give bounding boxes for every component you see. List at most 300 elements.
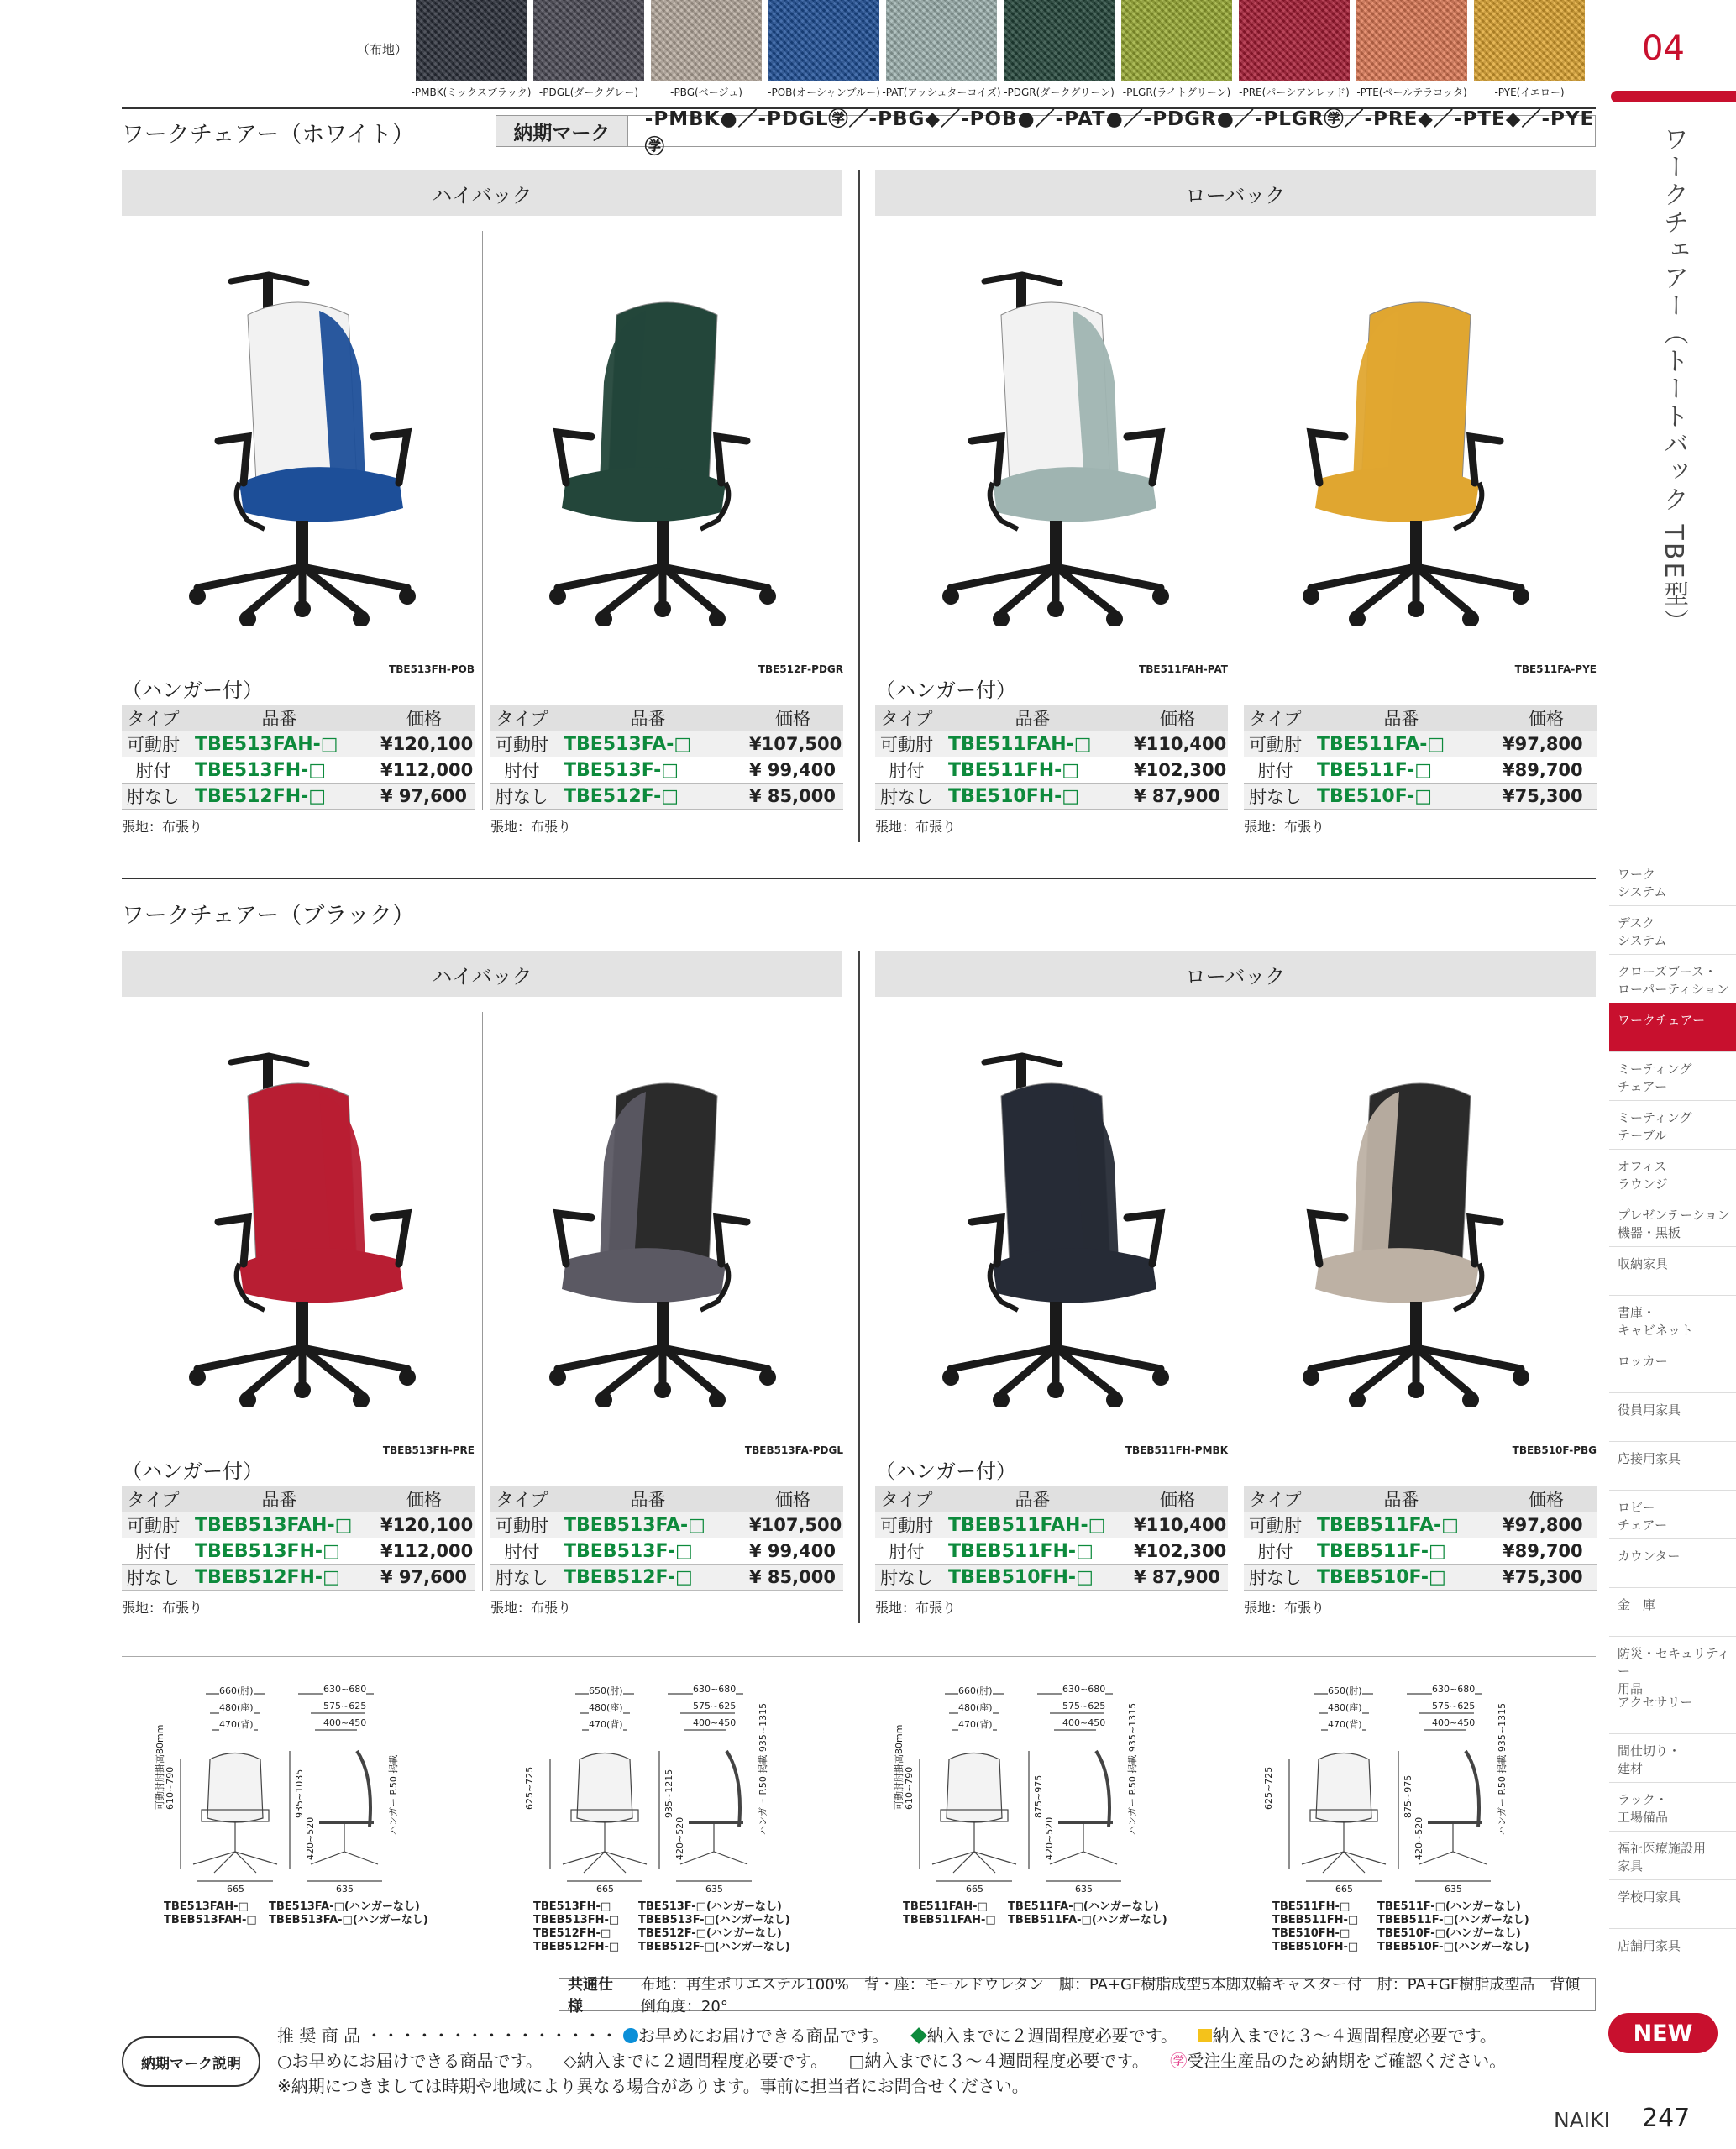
price-cell: ¥ 99,400	[742, 1538, 843, 1565]
code-cell: TBE510F-□	[1307, 784, 1496, 810]
material-note: 張地：布張り	[122, 1600, 203, 1616]
legend-line-1	[277, 2022, 1497, 2047]
swatch-label: -PAT(アッシュターコイズ)	[882, 86, 1001, 98]
material-note: 張地：布張り	[1244, 1600, 1325, 1616]
table-row	[875, 1512, 1228, 1538]
diagram-caption: TBE510FH-□	[1272, 1927, 1351, 1940]
price-table	[875, 705, 1228, 810]
section-rule	[122, 1656, 1596, 1657]
product-tile	[122, 1012, 475, 1616]
dim-label: 935~1215	[663, 1769, 674, 1818]
nav-item[interactable]: プレゼンテーション 機器・黒板	[1609, 1198, 1736, 1246]
dim-label: 660(肘)	[219, 1685, 254, 1696]
dim-label: 635	[1445, 1884, 1462, 1895]
product-image	[490, 231, 843, 684]
hanger-note: （ハンガー付）	[122, 1460, 263, 1483]
swatch-label: -PTE(ペールテラコッタ)	[1356, 86, 1467, 98]
price-cell: ¥ 85,000	[742, 784, 843, 810]
diagram-caption: TBEB512FH-□	[533, 1941, 620, 1953]
nav-item[interactable]: ワークチェアー	[1609, 1003, 1736, 1051]
diagram-caption: TBE513FA-□(ハンガーなし)	[269, 1900, 420, 1913]
legend-note: ※納期につきましては時期や地域により異なる場合があります。事前に担当者にお問合せください。	[277, 2076, 1029, 2096]
legend-blue: お早めにお届けできる商品です。	[637, 2026, 889, 2046]
swatch-label: -PRE(パーシアンレッド)	[1239, 86, 1350, 98]
dim-label: 650(肘)	[1328, 1685, 1362, 1696]
dim-label: 630~680	[693, 1684, 737, 1695]
photo-code: TBE513FH-POB	[389, 663, 475, 675]
new-badge: NEW	[1608, 2013, 1718, 2053]
section-title-white: ワークチェアー（ホワイト）	[122, 122, 415, 148]
type-cell: 肘なし	[1244, 784, 1307, 810]
fabric-swatch	[1474, 0, 1585, 81]
col-price: 価格	[1127, 705, 1228, 731]
hanger-note: （ハンガー付）	[122, 679, 263, 702]
chair-photo	[875, 231, 1228, 626]
column-divider-thin	[482, 1012, 483, 1591]
price-table	[1244, 705, 1597, 810]
photo-code: TBEB511FH-PMBK	[1125, 1444, 1228, 1456]
type-cell: 肘付	[490, 1538, 553, 1565]
diagram-caption: TBE513F-□(ハンガーなし)	[638, 1900, 782, 1913]
price-cell: ¥110,400	[1127, 731, 1228, 757]
hanger-note: （ハンガー付）	[875, 1460, 1016, 1483]
price-cell: ¥102,300	[1127, 1538, 1228, 1565]
dim-label: 470(背)	[219, 1719, 254, 1730]
fabric-swatch	[533, 0, 644, 81]
column-divider	[858, 170, 860, 842]
price-cell: ¥ 85,000	[742, 1565, 843, 1591]
price-cell: ¥ 87,900	[1127, 784, 1228, 810]
code-cell: TBEB511FAH-□	[938, 1512, 1127, 1538]
dim-label: 480(座)	[958, 1702, 993, 1713]
dim-label: 630~680	[1062, 1684, 1106, 1695]
chair-photo	[490, 1012, 843, 1407]
blue-dot-icon	[623, 2028, 638, 2043]
dim-label: 420~520	[674, 1816, 685, 1860]
code-cell: TBE513F-□	[553, 757, 742, 784]
product-image	[490, 1012, 843, 1465]
swatch-label: -PDGL(ダークグレー)	[538, 86, 639, 98]
diagram-caption: TBEB511FA-□(ハンガーなし)	[1008, 1914, 1167, 1926]
band-lowback-black: ローバック	[875, 951, 1596, 997]
material-note: 張地：布張り	[1244, 819, 1325, 835]
type-cell: 肘付	[1244, 1538, 1307, 1565]
dim-label: 400~450	[1432, 1717, 1476, 1728]
diagram-caption: TBE510F-□(ハンガーなし)	[1377, 1927, 1521, 1940]
nav-item[interactable]: 間仕切り・ 建材	[1609, 1733, 1736, 1782]
legend-order: 受注生産品のため納期をご確認ください。	[1187, 2051, 1507, 2071]
table-row	[490, 1512, 843, 1538]
col-price: 価格	[374, 705, 475, 731]
code-cell: TBE513FH-□	[185, 757, 374, 784]
product-image	[122, 231, 475, 684]
nav-item[interactable]: オフィス ラウンジ	[1609, 1149, 1736, 1198]
diagram-caption: TBEB513FH-□	[533, 1914, 620, 1926]
column-divider-thin	[482, 231, 483, 810]
type-cell: 肘なし	[490, 1565, 553, 1591]
price-cell: ¥97,800	[1496, 731, 1597, 757]
table-row	[122, 757, 475, 784]
code-cell: TBE511FA-□	[1307, 731, 1496, 757]
nav-item[interactable]: アクセサリー	[1609, 1685, 1736, 1733]
code-cell: TBE512F-□	[553, 784, 742, 810]
nav-item[interactable]: 金 庫	[1609, 1587, 1736, 1636]
type-cell: 肘付	[122, 757, 185, 784]
type-cell: 可動肘	[122, 1512, 185, 1538]
dim-label: 665	[596, 1884, 614, 1895]
nav-item[interactable]: 役員用家具	[1609, 1392, 1736, 1441]
dim-label: 可動肘肘掛高80mm 610~790	[155, 1724, 176, 1810]
dim-label: 635	[705, 1884, 723, 1895]
diagram-caption: TBE513FH-□	[533, 1900, 611, 1913]
photo-code: TBE512F-PDGR	[758, 663, 843, 675]
col-type: タイプ	[490, 1486, 553, 1512]
fabric-swatch	[886, 0, 997, 81]
swatch-label: -PDGR(ダークグリーン)	[1004, 86, 1115, 98]
material-note: 張地：布張り	[122, 819, 203, 835]
code-cell: TBEB511F-□	[1307, 1538, 1496, 1565]
dim-label: 400~450	[323, 1717, 367, 1728]
table-row	[122, 1565, 475, 1591]
dim-label: 575~625	[1432, 1701, 1476, 1711]
nav-item[interactable]: ロッカー	[1609, 1344, 1736, 1392]
col-code: 品番	[938, 1486, 1127, 1512]
col-code: 品番	[185, 1486, 374, 1512]
hanger-note: （ハンガー付）	[875, 679, 1016, 702]
fabric-swatch	[1004, 0, 1115, 81]
dim-label: 665	[966, 1884, 983, 1895]
dim-label: 420~520	[1044, 1816, 1055, 1860]
nav-item[interactable]: 応接用家具	[1609, 1441, 1736, 1490]
nav-item[interactable]: カウンター	[1609, 1538, 1736, 1587]
dimension-drawing	[903, 1684, 1256, 1894]
table-row	[875, 1538, 1228, 1565]
photo-code: TBEB513FH-PRE	[382, 1444, 475, 1456]
table-row	[122, 784, 475, 810]
nav-item[interactable]: 収納家具	[1609, 1246, 1736, 1295]
diagram-caption: TBE511FH-□	[1272, 1900, 1351, 1913]
nav-item[interactable]: ミーティング チェアー	[1609, 1051, 1736, 1100]
table-row	[875, 784, 1228, 810]
col-code: 品番	[553, 1486, 742, 1512]
diagram-caption: TBE511FA-□(ハンガーなし)	[1008, 1900, 1159, 1913]
code-cell: TBEB513FAH-□	[185, 1512, 374, 1538]
dimension-diagram	[155, 1684, 517, 2020]
dim-label: 480(座)	[1328, 1702, 1362, 1713]
code-cell: TBE512FH-□	[185, 784, 374, 810]
common-spec-label: 共通仕様	[568, 1976, 613, 2015]
dim-label: 635	[336, 1884, 354, 1895]
diagram-caption: TBE513FAH-□	[164, 1900, 249, 1913]
nav-item[interactable]: ミーティング テーブル	[1609, 1100, 1736, 1149]
dimension-diagram	[1263, 1684, 1625, 2020]
code-cell: TBEB512FH-□	[185, 1565, 374, 1591]
green-diamond-icon	[910, 2027, 927, 2044]
product-image	[875, 231, 1228, 684]
type-cell: 肘なし	[1244, 1565, 1307, 1591]
col-type: タイプ	[875, 705, 938, 731]
nav-item[interactable]: ロビー チェアー	[1609, 1490, 1736, 1538]
price-cell: ¥97,800	[1496, 1512, 1597, 1538]
price-cell: ¥89,700	[1496, 757, 1597, 784]
dim-label: 480(座)	[589, 1702, 623, 1713]
material-note: 張地：布張り	[875, 819, 957, 835]
price-table	[490, 705, 843, 810]
category-sidebar	[1609, 857, 1736, 1977]
col-price: 価格	[374, 1486, 475, 1512]
code-cell: TBEB513FA-□	[553, 1512, 742, 1538]
section-rule	[122, 878, 1596, 879]
dim-label: ハンガー P.50 掲載 935~1315	[758, 1702, 768, 1835]
photo-code: TBEB513FA-PDGL	[744, 1444, 843, 1456]
photo-code: TBEB510F-PBG	[1512, 1444, 1597, 1456]
nav-item[interactable]: 書庫・ キャビネット	[1609, 1295, 1736, 1344]
product-image	[1244, 231, 1597, 684]
type-cell: 可動肘	[122, 731, 185, 757]
nav-item[interactable]: 防災・セキュリティー 用品	[1609, 1636, 1736, 1685]
delivery-mark-label: 納期マーク	[496, 116, 628, 146]
code-cell: TBEB510FH-□	[938, 1565, 1127, 1591]
code-cell: TBE513FAH-□	[185, 731, 374, 757]
brand-name: NAIKI	[1554, 2108, 1610, 2132]
photo-code: TBE511FAH-PAT	[1139, 663, 1228, 675]
price-cell: ¥75,300	[1496, 784, 1597, 810]
diagram-caption: TBEB510FH-□	[1272, 1941, 1359, 1953]
col-price: 価格	[742, 705, 843, 731]
dimension-diagram	[524, 1684, 886, 2020]
col-type: タイプ	[122, 705, 185, 731]
table-row	[122, 1512, 475, 1538]
col-code: 品番	[938, 705, 1127, 731]
price-cell: ¥ 97,600	[374, 1565, 475, 1591]
diagram-caption: TBEB513FA-□(ハンガーなし)	[269, 1914, 428, 1926]
dim-label: 400~450	[693, 1717, 737, 1728]
diagram-caption: TBE511FAH-□	[903, 1900, 988, 1913]
legend-square: 納入までに３～４週間程度必要です。	[864, 2051, 1149, 2071]
table-row	[1244, 731, 1597, 757]
code-cell: TBE511FH-□	[938, 757, 1127, 784]
table-row	[1244, 1538, 1597, 1565]
price-cell: ¥112,000	[374, 1538, 475, 1565]
material-note: 張地：布張り	[875, 1600, 957, 1616]
dim-label: 480(座)	[219, 1702, 254, 1713]
table-row	[1244, 1512, 1597, 1538]
square-icon: □	[848, 2051, 865, 2071]
dim-label: 875~975	[1033, 1774, 1044, 1818]
material-note: 張地：布張り	[490, 1600, 572, 1616]
price-cell: ¥75,300	[1496, 1565, 1597, 1591]
dim-label: 665	[227, 1884, 244, 1895]
diagram-caption: TBE511F-□(ハンガーなし)	[1377, 1900, 1521, 1913]
type-cell: 可動肘	[490, 731, 553, 757]
nav-item[interactable]: 福祉医療施設用 家具	[1609, 1831, 1736, 1879]
type-cell: 肘付	[122, 1538, 185, 1565]
table-row	[875, 731, 1228, 757]
type-cell: 肘付	[490, 757, 553, 784]
swatch-label: -POB(オーシャンブルー)	[768, 86, 880, 98]
table-row	[490, 784, 843, 810]
common-spec-text: 布地：再生ポリエステル100% 背・座：モールドウレタン 脚：PA+GF樹脂成型5本脚双輪キャスター付 肘：PA+GF樹脂成型品 背傾倒角度：20°	[640, 1976, 1581, 2015]
delivery-legend-badge: 納期マーク説明	[122, 2036, 260, 2087]
price-cell: ¥ 87,900	[1127, 1565, 1228, 1591]
table-row	[122, 731, 475, 757]
col-type: タイプ	[1244, 705, 1307, 731]
code-cell: TBE511FAH-□	[938, 731, 1127, 757]
col-price: 価格	[742, 1486, 843, 1512]
table-row	[490, 757, 843, 784]
chair-photo	[875, 1012, 1228, 1407]
diagram-caption: TBEB511F-□(ハンガーなし)	[1377, 1914, 1529, 1926]
product-tile	[1244, 1012, 1597, 1616]
diagram-caption: TBE512F-□(ハンガーなし)	[638, 1927, 782, 1940]
type-cell: 肘なし	[122, 1565, 185, 1591]
dim-label: 575~625	[323, 1701, 367, 1711]
chair-photo	[1244, 231, 1597, 626]
dim-label: 470(背)	[958, 1719, 993, 1730]
dim-label: 650(肘)	[589, 1685, 623, 1696]
product-tile	[490, 231, 843, 835]
dim-label: 625~725	[1263, 1766, 1274, 1810]
dim-label: 875~975	[1403, 1774, 1413, 1818]
price-table	[490, 1486, 843, 1591]
col-price: 価格	[1127, 1486, 1228, 1512]
fabric-label: （布地）	[357, 42, 408, 57]
type-cell: 可動肘	[875, 1512, 938, 1538]
product-tile	[490, 1012, 843, 1616]
dim-label: ハンガー P.50 掲載 935~1315	[1497, 1702, 1508, 1835]
code-cell: TBEB511FH-□	[938, 1538, 1127, 1565]
legend-diamond: 納入までに２週間程度必要です。	[576, 2051, 828, 2071]
product-image	[122, 1012, 475, 1465]
band-highback-black: ハイバック	[122, 951, 842, 997]
swatch-label: -PBG(ベージュ)	[670, 86, 742, 98]
col-code: 品番	[553, 705, 742, 731]
nav-item[interactable]: デスク システム	[1609, 905, 1736, 954]
col-price: 価格	[1496, 705, 1597, 731]
dim-label: ハンガー P.50 掲載 935~1315	[1127, 1702, 1138, 1835]
legend-recommend: 推 奨 商 品 ・・・・・・・・・・・・・・・	[277, 2026, 618, 2046]
code-cell: TBEB513F-□	[553, 1538, 742, 1565]
section-tab-bar	[1611, 91, 1736, 102]
dimension-drawing	[1272, 1684, 1625, 1894]
photo-code: TBE511FA-PYE	[1514, 663, 1597, 675]
dim-label: 420~520	[305, 1816, 316, 1860]
dim-label: 665	[1335, 1884, 1353, 1895]
delivery-codes: -PMBK●／-PDGL㊫／-PBG◆／-POB●／-PAT●／-PDGR●／-PLGR㊫／-PRE◆／-PTE◆／-PYE㊫	[644, 108, 1595, 158]
product-tile	[875, 1012, 1228, 1616]
nav-item[interactable]: 店舗用家具	[1609, 1928, 1736, 1977]
fabric-swatch	[651, 0, 762, 81]
type-cell: 肘付	[1244, 757, 1307, 784]
price-cell: ¥120,100	[374, 731, 475, 757]
type-cell: 可動肘	[1244, 1512, 1307, 1538]
order-mark-icon: ㊫	[1170, 2051, 1188, 2071]
dim-label: 400~450	[1062, 1717, 1106, 1728]
product-image	[875, 1012, 1228, 1465]
dim-label: 635	[1075, 1884, 1093, 1895]
price-cell: ¥120,100	[374, 1512, 475, 1538]
col-code: 品番	[1307, 1486, 1496, 1512]
dim-label: 420~520	[1413, 1816, 1424, 1860]
diamond-icon: ◇	[564, 2051, 577, 2071]
common-spec	[559, 1976, 1596, 2015]
type-cell: 肘なし	[490, 784, 553, 810]
type-cell: 肘なし	[122, 784, 185, 810]
price-table	[122, 705, 475, 810]
legend-circle: お早めにお届けできる商品です。	[291, 2051, 543, 2071]
band-highback-white: ハイバック	[122, 170, 842, 216]
dim-label: 575~625	[1062, 1701, 1106, 1711]
price-table	[122, 1486, 475, 1591]
nav-item[interactable]: 学校用家具	[1609, 1879, 1736, 1928]
swatch-label: -PMBK(ミックスブラック)	[411, 86, 532, 98]
material-note: 張地：布張り	[490, 819, 572, 835]
dimension-diagram	[894, 1684, 1256, 2020]
yellow-square-icon	[1198, 2029, 1212, 2042]
dim-label: 630~680	[1432, 1684, 1476, 1695]
col-price: 価格	[1496, 1486, 1597, 1512]
code-cell: TBEB513FH-□	[185, 1538, 374, 1565]
dim-label: 470(背)	[1328, 1719, 1362, 1730]
col-type: タイプ	[490, 705, 553, 731]
fabric-swatch	[416, 0, 527, 81]
table-row	[875, 1565, 1228, 1591]
diagram-caption: TBEB513F-□(ハンガーなし)	[638, 1914, 790, 1926]
type-cell: 肘付	[875, 1538, 938, 1565]
table-row	[490, 1565, 843, 1591]
table-row	[490, 731, 843, 757]
type-cell: 肘なし	[875, 784, 938, 810]
fabric-swatch	[768, 0, 879, 81]
chair-photo	[490, 231, 843, 626]
type-cell: 可動肘	[490, 1512, 553, 1538]
nav-item[interactable]: クローズブース・ ローパーティション	[1609, 954, 1736, 1003]
dim-label: 625~725	[524, 1766, 535, 1810]
chair-photo	[122, 231, 475, 626]
nav-item[interactable]: ラック・ 工場備品	[1609, 1782, 1736, 1831]
price-table	[1244, 1486, 1597, 1591]
dimension-drawing	[533, 1684, 886, 1894]
section-number: 04	[1642, 29, 1685, 68]
dim-label: 575~625	[693, 1701, 737, 1711]
type-cell: 肘なし	[875, 1565, 938, 1591]
chair-photo	[122, 1012, 475, 1407]
swatch-label: -PLGR(ライトグリーン)	[1122, 86, 1231, 98]
col-type: タイプ	[875, 1486, 938, 1512]
delivery-code-strip	[496, 108, 1596, 158]
fabric-swatch	[1239, 0, 1350, 81]
col-code: 品番	[1307, 705, 1496, 731]
dimension-drawing	[164, 1684, 517, 1894]
type-cell: 可動肘	[1244, 731, 1307, 757]
code-cell: TBE513FA-□	[553, 731, 742, 757]
col-type: タイプ	[122, 1486, 185, 1512]
code-cell: TBE511F-□	[1307, 757, 1496, 784]
type-cell: 肘付	[875, 757, 938, 784]
diagram-caption: TBEB510F-□(ハンガーなし)	[1377, 1941, 1529, 1953]
nav-item[interactable]: ワーク システム	[1609, 857, 1736, 905]
band-lowback-white: ローバック	[875, 170, 1596, 216]
dim-label: 可動肘肘掛高80mm 610~790	[894, 1724, 915, 1810]
diagram-caption: TBEB511FH-□	[1272, 1914, 1359, 1926]
product-tile	[875, 231, 1228, 835]
legend-line-2	[277, 2047, 1506, 2072]
fabric-swatch	[1121, 0, 1232, 81]
table-row	[1244, 1565, 1597, 1591]
table-row	[490, 1538, 843, 1565]
diagram-caption: TBEB513FAH-□	[164, 1914, 257, 1926]
code-cell: TBEB512F-□	[553, 1565, 742, 1591]
